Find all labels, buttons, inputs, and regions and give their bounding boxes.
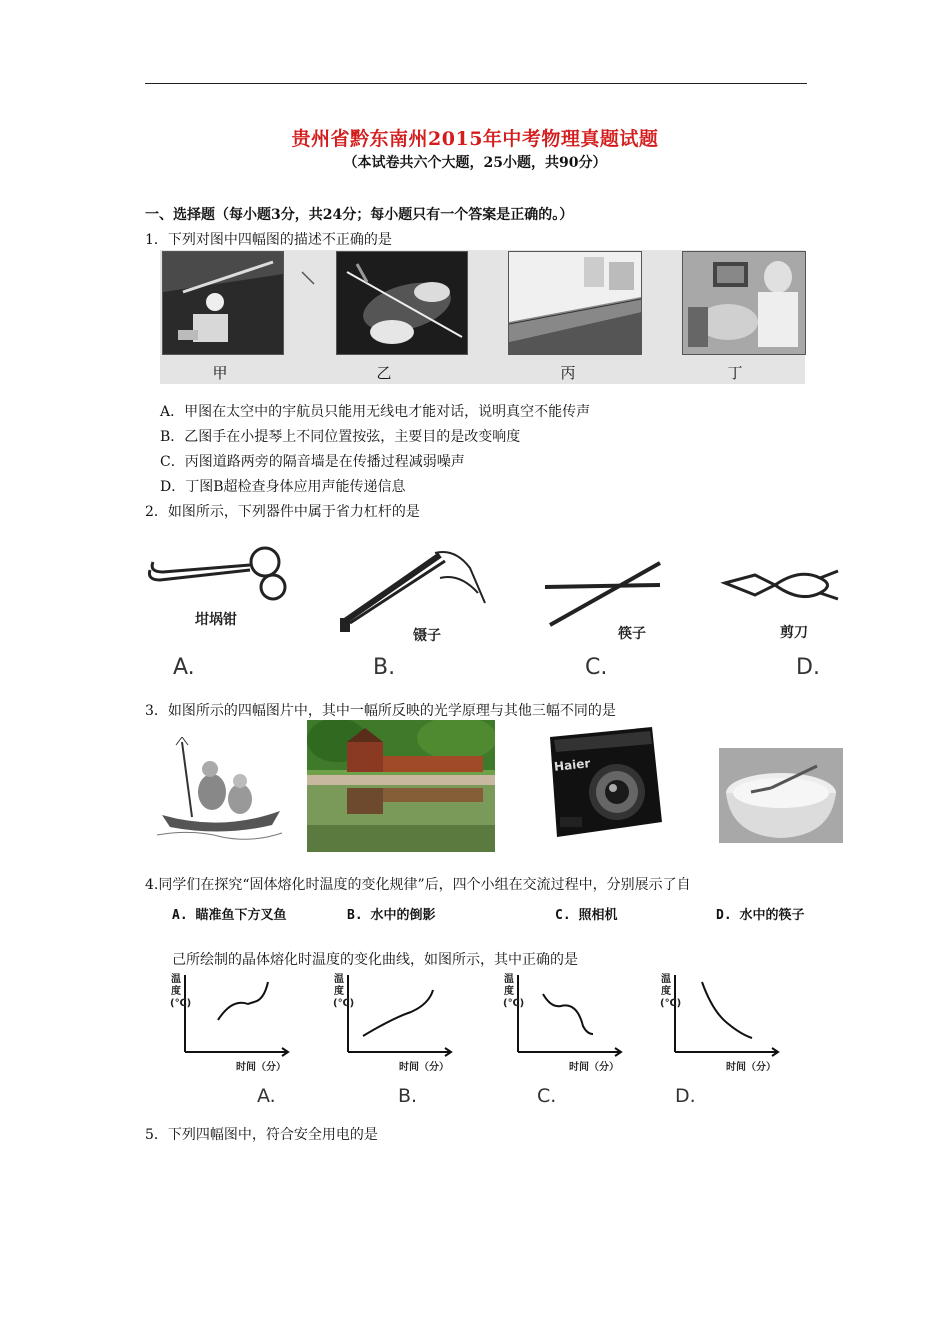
q4-graph-a-xlabel: 时间（分） (236, 1062, 286, 1073)
q3-photo-camera (542, 722, 666, 842)
q4-letter-c: C. (537, 1085, 557, 1107)
q4-graph-b (333, 970, 463, 1075)
q3-option-b: B. 水中的倒影 (347, 908, 436, 923)
q4-graph-b-xlabel: 时间（分） (399, 1062, 449, 1073)
q4-letter-d: D. (675, 1085, 696, 1107)
top-rule (145, 83, 807, 84)
tool-label-scissors: 剪刀 (780, 625, 808, 641)
q1-photo-violin (336, 251, 468, 355)
q1-option-b: B．乙图手在小提琴上不同位置按弦，主要目的是改变响度 (160, 429, 521, 445)
camera-brand: Haier (553, 756, 591, 774)
q1-photo-ultrasound (682, 251, 806, 355)
q1-option-d: D．丁图B超检查身体应用声能传递信息 (160, 479, 406, 495)
q1-caption-yi: 乙 (376, 364, 392, 382)
tool-label-tongs: 坩埚钳 (195, 612, 237, 628)
question-4-stem: 4.同学们在探究“固体熔化时温度的变化规律”后，四个小组在交流过程中，分别展示了自 (145, 877, 691, 893)
q1-caption-ding: 丁 (727, 364, 743, 382)
q1-stray-mark (300, 270, 320, 290)
q4-graph-b-ylabel: 温度(℃) (333, 974, 355, 1009)
q4-graph-d-xlabel: 时间（分） (726, 1062, 776, 1073)
q3-option-d: D. 水中的筷子 (716, 908, 805, 923)
chopsticks-icon (540, 555, 665, 630)
q3-photo-spearfishing (152, 737, 285, 847)
q1-option-a: A．甲图在太空中的宇航员只能用无线电才能对话，说明真空不能传声 (160, 404, 591, 420)
question-3-stem: 3．如图所示的四幅图片中，其中一幅所反映的光学原理与其他三幅不同的是 (145, 703, 616, 719)
question-2-stem: 2．如图所示，下列器件中属于省力杠杆的是 (145, 504, 420, 520)
q1-option-c: C．丙图道路两旁的隔音墙是在传播过程减弱噪声 (160, 454, 465, 470)
tweezers-icon (330, 543, 490, 635)
q4-graph-c (503, 970, 633, 1075)
q4-letter-a: A. (257, 1085, 276, 1107)
q2-letter-a: A. (173, 655, 195, 680)
tool-label-chopsticks: 筷子 (618, 626, 646, 642)
q2-letter-b: B. (373, 655, 396, 680)
q1-caption-jia: 甲 (212, 364, 228, 382)
q2-letter-c: C. (585, 655, 608, 680)
q4-graph-d-ylabel: 温度(℃) (660, 974, 682, 1009)
question-1-stem: 1．下列对图中四幅图的描述不正确的是 (145, 232, 392, 248)
q1-photo-sound-barrier (508, 251, 642, 355)
q4-letter-b: B. (398, 1085, 418, 1107)
section-heading: 一、选择题（每小题3分，共24分；每小题只有一个答案是正确的。） (145, 207, 574, 223)
q1-caption-bing: 丙 (560, 364, 576, 382)
q3-photo-reflection (307, 720, 495, 852)
q3-option-c: C. 照相机 (555, 908, 618, 923)
q1-figure-strip (160, 250, 805, 384)
q3-photo-chopstick-bowl (719, 748, 843, 843)
q4-graph-c-ylabel: 温度(℃) (503, 974, 525, 1009)
crucible-tongs-icon (145, 540, 295, 610)
scissors-icon (720, 563, 845, 608)
tool-label-tweezers: 镊子 (413, 628, 441, 644)
q2-letter-d: D. (796, 655, 820, 680)
q1-photo-astronaut (162, 251, 284, 355)
q4-graph-d (660, 970, 790, 1075)
q3-option-a: A. 瞄准鱼下方叉鱼 (172, 908, 287, 923)
page-title: 贵州省黔东南州2015年中考物理真题试题 (291, 128, 659, 150)
question-5-stem: 5．下列四幅图中，符合安全用电的是 (145, 1127, 378, 1143)
question-4-stem-continued: 己所绘制的晶体熔化时温度的变化曲线，如图所示，其中正确的是 (172, 952, 578, 968)
page-subtitle: （本试卷共六个大题，25小题，共90分） (343, 155, 607, 171)
q4-graph-a-ylabel: 温度(℃) (170, 974, 192, 1009)
q4-graph-a (170, 970, 300, 1075)
q4-graph-c-xlabel: 时间（分） (569, 1062, 619, 1073)
